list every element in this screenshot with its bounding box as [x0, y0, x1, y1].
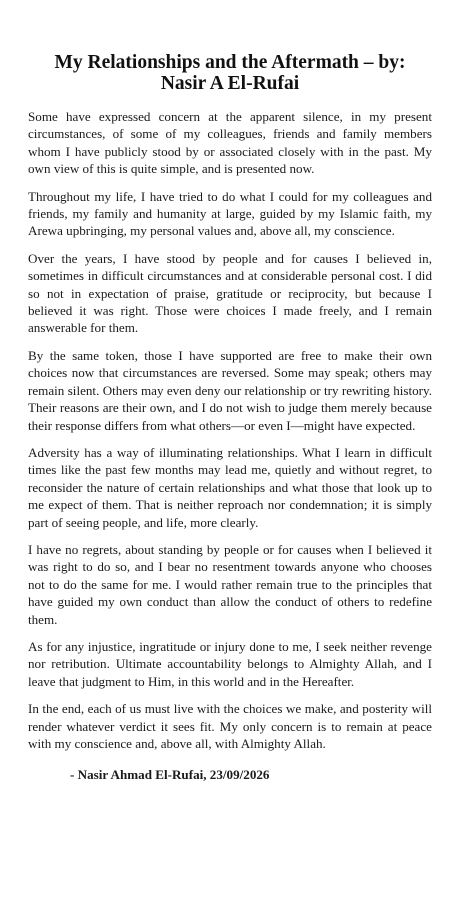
- signature: - Nasir Ahmad El-Rufai, 23/09/2026: [70, 767, 270, 783]
- paragraph: Some have expressed concern at the apparent silence, in my present circumstances, of some of my colleagues, friends and family members whom I have publicly stood by or associated closely with in the past. My own view of this is quite simple, and is presented now.: [28, 109, 432, 177]
- title-line-1: My Relationships and the Aftermath – by:: [54, 52, 406, 73]
- title-line-2: Nasir A El-Rufai: [160, 73, 300, 94]
- paragraph: I have no regrets, about standing by people or for causes when I believed it was right to do so, and I bear no resentment towards anyone who chooses not to do the same for me. I would rather remain true to the principles that have guided my own conduct than allow the conduct of others to redefine them.: [28, 541, 432, 627]
- paragraph: Adversity has a way of illuminating relationships. What I learn in difficult times like the past few months may lead me, quietly and without regret, to reconsider the nature of certain relationships and what those that look up to me expect of them. That is neither reproach nor condemnation; it is simply part of seeing people, and life, more clearly.: [28, 444, 432, 530]
- paragraph: As for any injustice, ingratitude or injury done to me, I seek neither revenge nor retribution. Ultimate accountability belongs to Almighty Allah, and I leave that judgment to Him, in this world and in the Hereafter.: [28, 638, 432, 689]
- paragraph: In the end, each of us must live with the choices we make, and posterity will render whatever verdict it sees fit. My only concern is to remain at peace with my conscience and, above all, with Almighty Allah.: [28, 701, 432, 751]
- paragraph: By the same token, those I have supported are free to make their own choices now that circumstances are reversed. Some may speak; others may remain silent. Others may even deny our relationship or try rewriting history. Their reasons are their own, and I do not wish to judge them merely because their response differs from what others—or even I—might have expected.: [28, 347, 432, 433]
- document-title: [28, 52, 432, 94]
- paragraph: Over the years, I have stood by people and for causes I believed in, sometimes in difficult circumstances and at considerable personal cost. I did so not in expectation of praise, gratitude or reciprocity, but because I believed it was right. Those were choices I made freely, and I remain answerable for them.: [28, 250, 432, 336]
- paragraph: Throughout my life, I have tried to do what I could for my colleagues and friends, my family and humanity at large, guided by my Islamic faith, my Arewa upbringing, my personal values and, above all, my conscience.: [28, 188, 432, 239]
